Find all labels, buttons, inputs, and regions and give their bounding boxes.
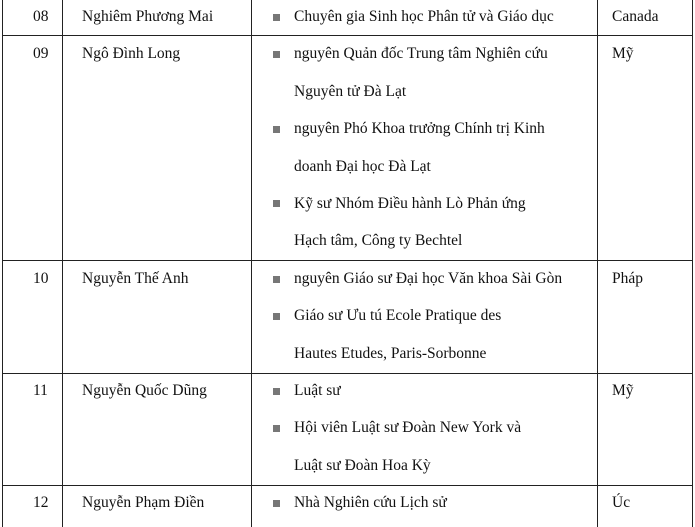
table-border-right	[692, 0, 693, 527]
credential-line: nguyên Phó Khoa trưởng Chính trị Kinh	[294, 120, 545, 137]
credential-line: Nguyên tử Đà Lạt	[294, 83, 407, 100]
member-name: Nghiêm Phương Mai	[82, 8, 214, 25]
credential-line: Hạch tâm, Công ty Bechtel	[294, 232, 463, 249]
member-name: Nguyễn Phạm Điền	[82, 494, 205, 511]
credential-line: Luật sư Đoàn Hoa Kỳ	[294, 457, 431, 474]
row-divider	[2, 35, 693, 36]
member-name: Ngô Đình Long	[82, 45, 181, 62]
credential-line: Giáo sư Ưu tú Ecole Pratique des	[294, 307, 502, 324]
credential-line: Kỹ sư Nhóm Điều hành Lò Phản ứng	[294, 195, 526, 212]
credential-line: Nhà Nghiên cứu Lịch sử	[294, 494, 447, 511]
table-border-left	[2, 0, 3, 527]
member-country: Mỹ	[612, 382, 634, 399]
bullet-icon	[273, 126, 280, 133]
bullet-icon	[273, 425, 280, 432]
row-number: 08	[33, 8, 49, 25]
member-name: Nguyễn Thế Anh	[82, 270, 189, 287]
column-divider-name	[251, 0, 252, 527]
column-divider-number	[62, 0, 63, 527]
bullet-icon	[273, 276, 280, 283]
credential-line: doanh Đại học Đà Lạt	[294, 158, 431, 175]
row-number: 11	[33, 382, 48, 399]
row-divider	[2, 373, 693, 374]
row-number: 09	[33, 45, 49, 62]
member-country: Mỹ	[612, 45, 634, 62]
column-divider-credentials	[597, 0, 598, 527]
row-number: 10	[33, 270, 49, 287]
bullet-icon	[273, 388, 280, 395]
bullet-icon	[273, 14, 280, 21]
member-country: Canada	[612, 8, 659, 25]
credential-line: Luật sư	[294, 382, 341, 399]
row-number: 12	[33, 494, 49, 511]
credential-line: Chuyên gia Sinh học Phân tử và Giáo dục	[294, 8, 554, 25]
bullet-icon	[273, 200, 280, 207]
credential-line: nguyên Quản đốc Trung tâm Nghiên cứu	[294, 45, 548, 62]
credential-line: Hautes Etudes, Paris-Sorbonne	[294, 345, 487, 362]
credential-line: nguyên Giáo sư Đại học Văn khoa Sài Gòn	[294, 270, 563, 287]
row-divider	[2, 260, 693, 261]
member-name: Nguyễn Quốc Dũng	[82, 382, 207, 399]
bullet-icon	[273, 500, 280, 507]
bullet-icon	[273, 51, 280, 58]
bullet-icon	[273, 313, 280, 320]
credential-line: Hội viên Luật sư Đoàn New York và	[294, 419, 522, 436]
member-country: Úc	[612, 494, 631, 511]
member-country: Pháp	[612, 270, 643, 287]
row-divider	[2, 485, 693, 486]
